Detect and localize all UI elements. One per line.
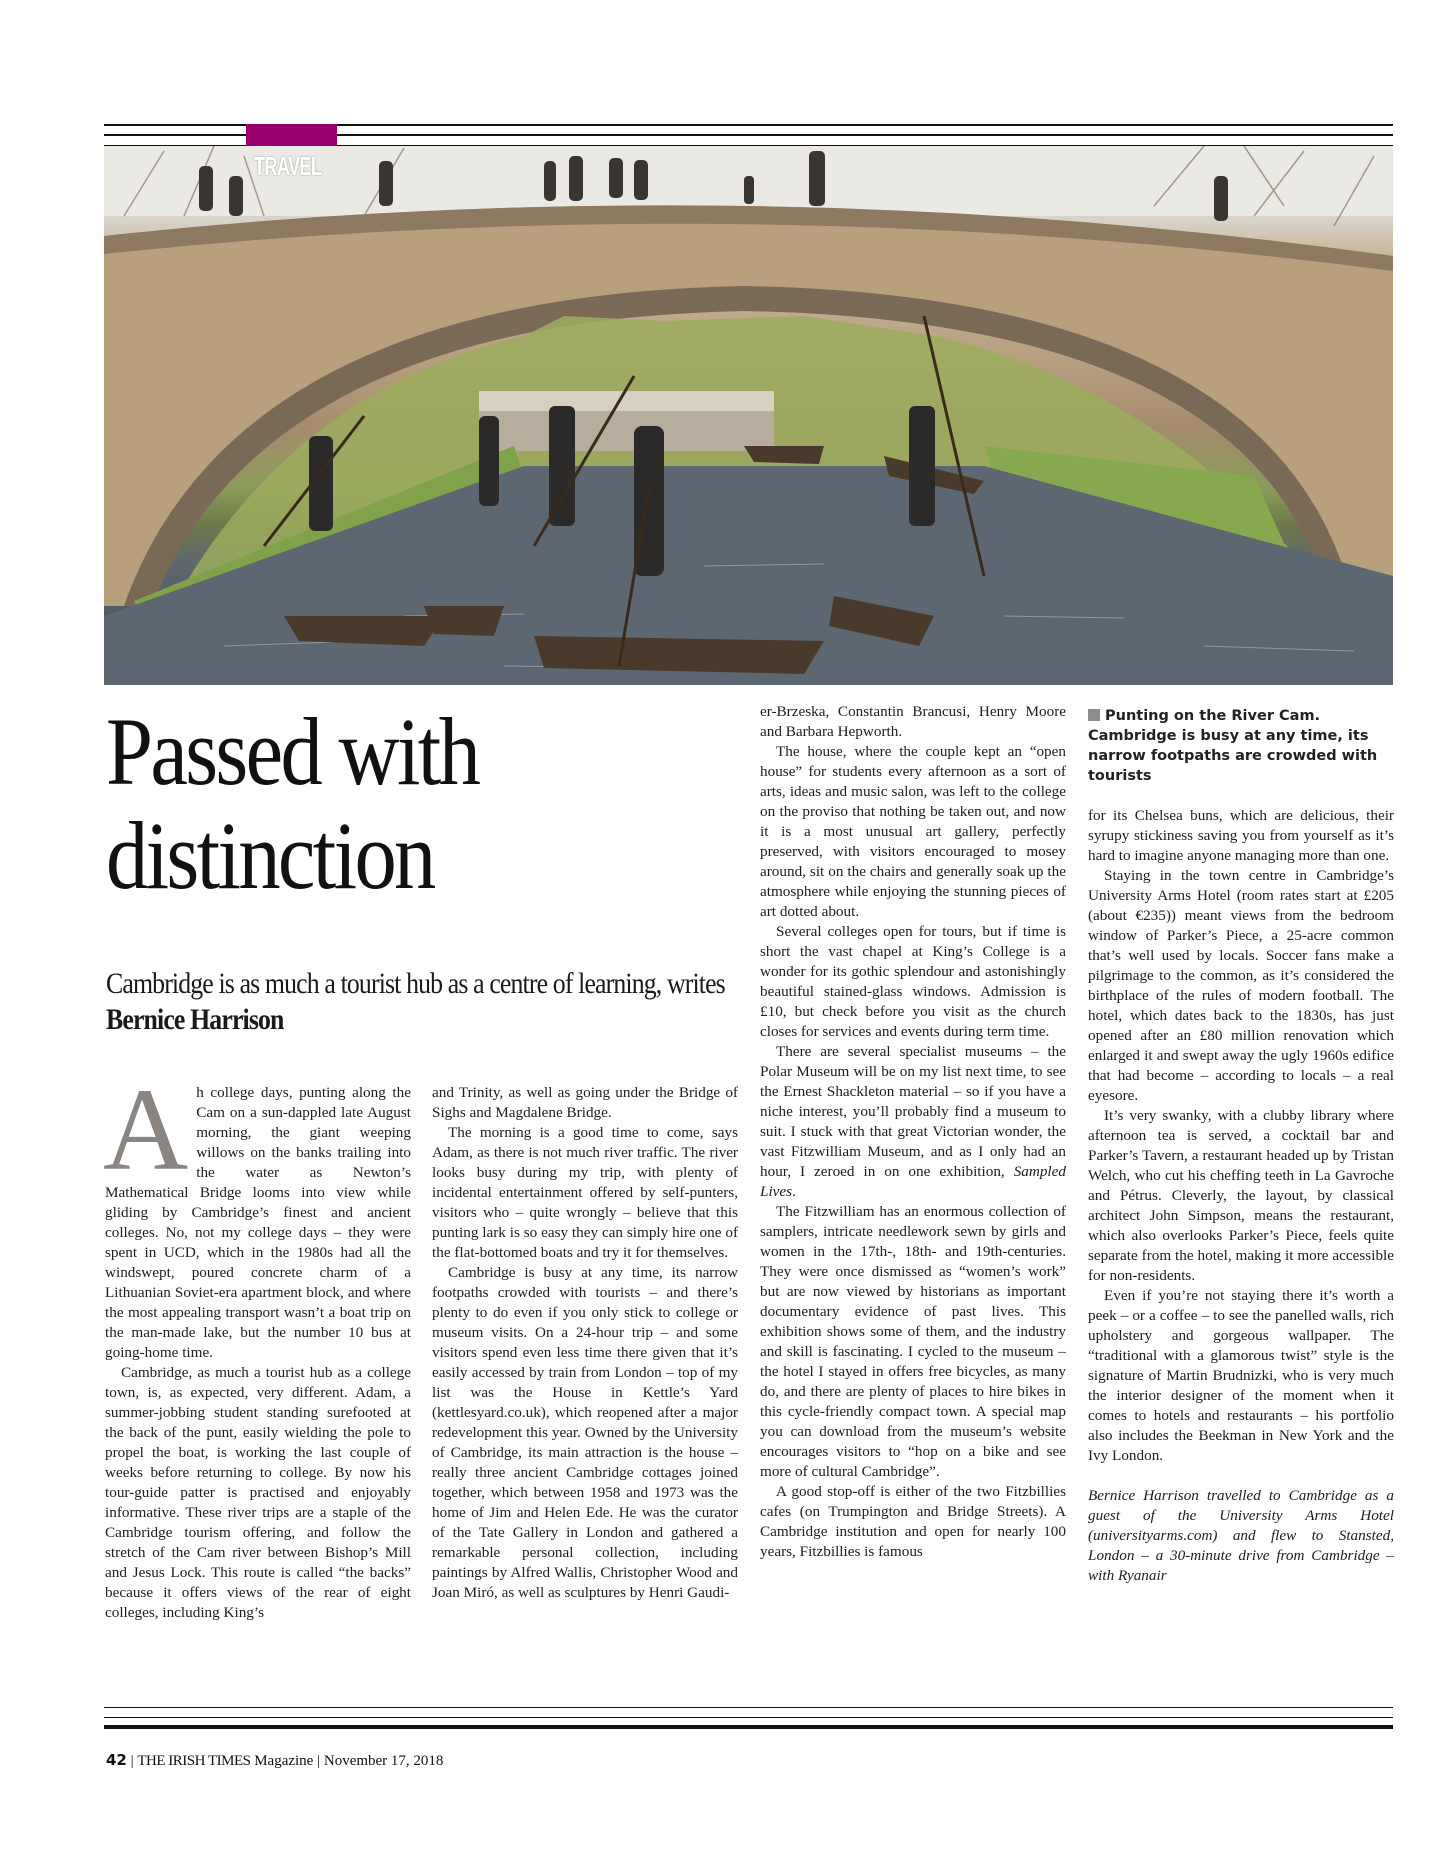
paragraph: Several colleges open for tours, but if time is short the vast chapel at King’s College is a wonder for its gothic splendour and astonishingly beautiful stained-glass windows. Admission is £10, but check before you visit as the church closes for services and events during term time. [760,923,1066,1040]
standfirst-text: Cambridge is as much a tourist hub as a centre of learning, writes [106,967,725,1000]
paragraph [103,1064,411,1363]
paragraph-text: h college days, punting along the Cam on a sun-dappled late August morning, the giant weeping willows on the banks trailing into the water as Newton’s Mathematical Bridge looms into view while gliding by Cambridge’s finest and ancient colleges. No, not my college days – they were spent in UCD, which in the 1980s had all the windswept, poured concrete charm of a Lithuanian Soviet-era apartment block, and where the most appealing transport wasn’t a boat trip on the man-made lake, but the number 10 bus at going-home time. [105,1084,411,1361]
paragraph: It’s very swanky, with a clubby library where afternoon tea is served, a cocktail bar and Parker’s Tavern, a restaurant headed up by Tristan Welch, who cut his cheffing teeth in La Gavroche and Pétrus. Cleverly, the layout, by classical architect John Simpson, means the restaurant, which also overlooks Parker’s Piece, feels quite separate from the hotel, making it more accessible for non-residents. [1088,1107,1394,1284]
headline [106,700,634,908]
footer-separator: | [313,1753,324,1769]
standfirst [106,966,742,1038]
travel-credit: Bernice Harrison travelled to Cambridge as a guest of the University Arms Hotel (universityarms.com) and flew to Stansted, London – a 30-minute drive from Cambridge – with Ryanair [1088,1487,1394,1584]
issue-date: November 17, 2018 [323,1753,444,1769]
page-footer [106,1751,443,1770]
paragraph: The morning is a good time to come, says Adam, as there is not much river traffic. The river looks busy during my trip, with plenty of incidental entertainment offered by self-punters, visitors who – quite wrongly – believe that this punting lark is so easy they can simply hire one of the flat-bottomed boats and try it for themselves. [432,1124,738,1261]
footer-separator: | [126,1753,138,1769]
paragraph: Staying in the town centre in Cambridge’s University Arms Hotel (room rates start at £205 (about €235)) meant views from the bedroom window of Parker’s Piece, a 25-acre common that’s well used by locals. Soccer fans make a pilgrimage to the common, as it’s considered the birthplace of the rules of modern football. The hotel, which dates back to the 1830s, has just opened after an £80 million renovation which enlarged it and swept away the ugly 1960s edifice that had become – according to locals – a real eyesore. [1088,867,1394,1104]
paragraph: Cambridge is busy at any time, its narrow footpaths crowded with tourists – and there’s plenty to do even if you only stick to college or museum visits. On a 24-hour trip – and some visitors spend even less time there given that it’s easily accessed by train from London – top of my list was the House in Kettle’s Yard (kettlesyard.co.uk), which reopened after a major redevelopment this year. Owned by the University of Cambridge, its main attraction is the house – really three ancient Cambridge cottages joined together, which between 1958 and 1973 was the home of Jim and Helen Ede. He was the curator of the Tate Gallery in London and gathered a remarkable personal collection, including paintings by Alfred Wallis, Christopher Wood and Joan Miró, as well as sculptures by Henri Gaudi- [432,1264,738,1601]
paragraph [760,1042,1066,1202]
paragraph: er-Brzeska, Constantin Brancusi, Henry Moore and Barbara Hepworth. [760,703,1066,740]
paragraph: for its Chelsea buns, which are delicious, their syrupy stickiness saving you from yourself as it’s hard to imagine anyone managing more than one. [1088,807,1394,864]
caption-text: Punting on the River Cam. Cambridge is busy at any time, its narrow footpaths are crowded with tourists [1088,708,1378,784]
section-tag-bar [246,124,337,146]
bottom-rule-2 [104,1717,1393,1718]
paragraph-text: There are several specialist museums – the Polar Museum will be on my list next time, to see the Ernest Shackleton material – so if you have a niche interest, you’ll probably find a museum to suit. I stuck with that great Victorian wonder, the vast Fitzwilliam Museum, and as I only had an hour, I zeroed in on one exhibition, [760,1043,1066,1180]
body-column-3 [760,702,1066,1562]
paragraph: Even if you’re not staying there it’s worth a peek – or a coffee – to see the panelled walls, rich upholstery and gorgeous wallpaper. The “traditional with a glamorous twist” style is the signature of Martin Brudnizki, who is very much the interior designer of the moment when it comes to hotels and restaurants – his portfolio also includes the Beekman in New York and the Ivy London. [1088,1287,1394,1464]
hero-photo [104,146,1393,685]
bottom-rule-3 [104,1725,1393,1729]
publication-name: THE IRISH TIMES [137,1753,251,1769]
byline-author: Bernice Harrison [106,1003,284,1036]
section-label: TRAVEL [254,151,322,181]
paragraph-text: . [792,1183,796,1200]
bridge-illustration [104,146,1393,685]
caption-square-icon [1088,709,1100,721]
paragraph: Cambridge, as much a tourist hub as a college town, is, as expected, very different. Adam, a summer-jobbing student standing surefooted at the back of the punt, easily wielding the pole to propel the boat, is working the last couple of weeks before returning to college. By now his tour-guide patter is practised and enjoyably informative. These river trips are a staple of the Cambridge tourism offering, and follow the stretch of the Cam river between Bishop’s Mill and Jesus Lock. This route is called “the backs” because it offers views of the rear of eight colleges, including King’s [105,1364,411,1621]
drop-cap: A [103,1064,189,1195]
photo-caption [1088,706,1398,786]
bottom-rule-1 [104,1707,1393,1708]
body-column-1 [103,1064,411,1623]
publication-section: Magazine [250,1753,314,1769]
paragraph: and Trinity, as well as going under the Bridge of Sighs and Magdalene Bridge. [432,1084,738,1121]
body-column-4 [1088,806,1394,1586]
exhibition-title: Sampled Lives [760,1163,1066,1200]
headline-line-2: distinction [106,802,434,909]
paragraph: A good stop-off is either of the two Fitzbillies cafes (on Trumpington and Bridge Streets). A Cambridge institution and open for nearly 100 years, Fitzbillies is famous [760,1483,1066,1560]
paragraph: The Fitzwilliam has an enormous collection of samplers, intricate needlework sewn by girls and women in the 17th-, 18th- and 19th-centuries. They were once dismissed as “women’s work” but are now viewed by historians as important documentary evidence of past lives. This exhibition shows some of them, and the industry and skill is fascinating. I cycled to the museum – the hotel I stayed in offers free bicycles, as many do, and there are plenty of places to hire bikes in this cycle-friendly compact town. A special map you can download from the museum’s website encourages visitors to “hop on a bike and see more of cultural Cambridge”. [760,1203,1066,1480]
paragraph: The house, where the couple kept an “open house” for students every afternoon as a sort of arts, ideas and music salon, was left to the college on the proviso that nothing be taken out, and now it is a most unusual art gallery, perfectly preserved, with visitors encouraged to mosey around, sit on the chairs and generally soak up the atmosphere while enjoying the stunning pieces of art dotted about. [760,743,1066,920]
headline-line-1: Passed with [106,698,479,805]
body-column-2 [432,1083,738,1603]
page-number: 42 [106,1751,127,1769]
